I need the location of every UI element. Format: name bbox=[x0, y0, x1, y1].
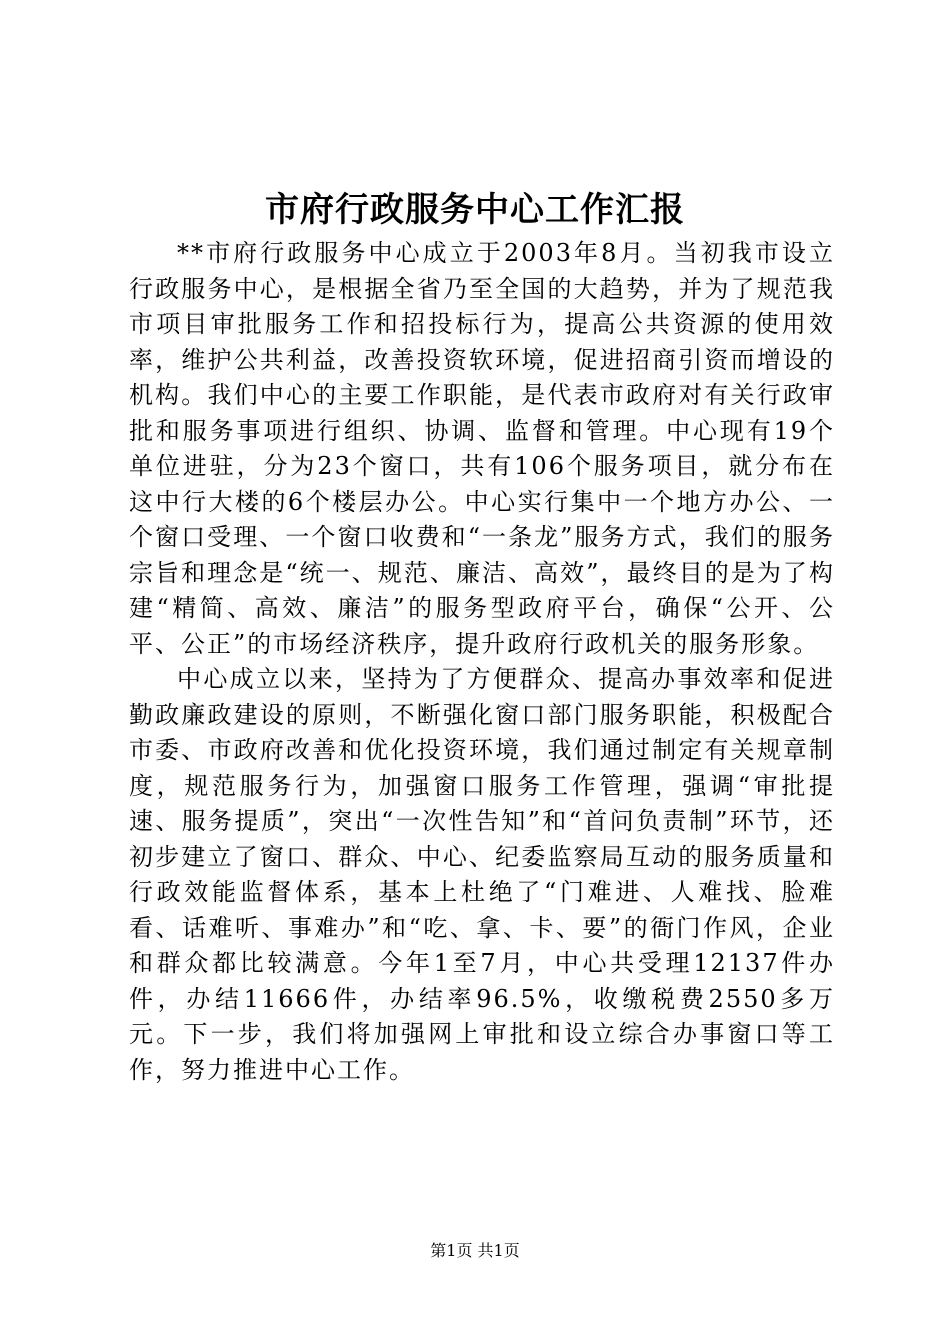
page-footer: 第1页 共1页 bbox=[430, 1241, 520, 1260]
document-body bbox=[129, 236, 835, 1088]
paragraph-1: **市府行政服务中心成立于2003年8月。当初我市设立行政服务中心，是根据全省乃至全国的大趋势，并为了规范我市项目审批服务工作和招投标行为，提高公共资源的使用效率，维护公共利益，改善投资软环境，促进招商引资而增设的机构。我们中心的主要工作职能，是代表市政府对有关行政审批和服务事项进行组织、协调、监督和管理。中心现有19个单位进驻，分为23个窗口，共有106个服务项目，就分布在这中行大楼的6个楼层办公。中心实行集中一个地方办公、一个窗口受理、一个窗口收费和“一条龙”服务方式，我们的服务宗旨和理念是“统一、规范、廉洁、高效”，最终目的是为了构建“精简、高效、廉洁”的服务型政府平台，确保“公开、公平、公正”的市场经济秩序，提升政府行政机关的服务形象。 bbox=[129, 239, 835, 658]
document-title: 市府行政服务中心工作汇报 bbox=[265, 190, 685, 230]
paragraph-2: 中心成立以来，坚持为了方便群众、提高办事效率和促进勤政廉政建设的原则，不断强化窗口部门服务职能，积极配合市委、市政府改善和优化投资环境，我们通过制定有关规章制度，规范服务行为，加强窗口服务工作管理，强调“审批提速、服务提质”，突出“一次性告知”和“首问负责制”环节，还初步建立了窗口、群众、中心、纪委监察局互动的服务质量和行政效能监督体系，基本上杜绝了“门难进、人难找、脸难看、话难听、事难办”和“吃、拿、卡、要”的衙门作风，企业和群众都比较满意。今年1至7月，中心共受理12137件办件，办结11666件，办结率96.5%，收缴税费2550多万元。下一步，我们将加强网上审批和设立综合办事窗口等工作，努力推进中心工作。 bbox=[129, 665, 835, 1084]
